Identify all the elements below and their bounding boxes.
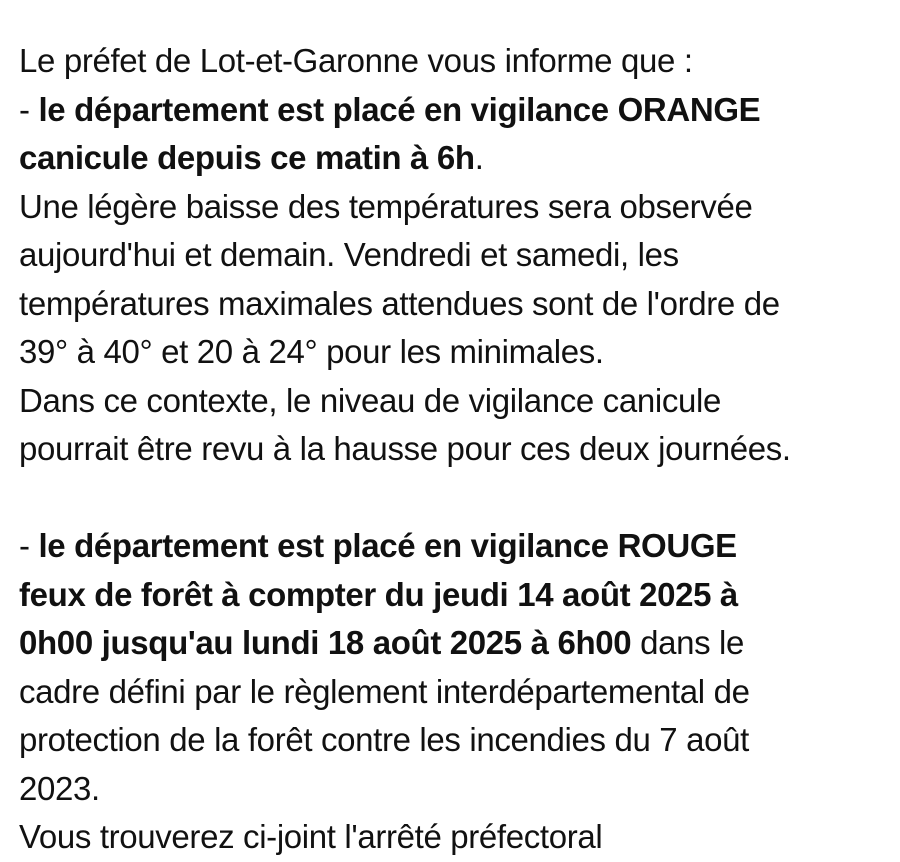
feux-body-line: cadre défini par le règlement interdépartemental de	[19, 672, 750, 710]
canicule-body-line: 39° à 40° et 20 à 24° pour les minimales.	[19, 333, 604, 370]
canicule-body-line: températures maximales attendues sont de l'ordre de	[19, 284, 780, 322]
paragraph-spacer	[19, 474, 889, 523]
announcement-document	[19, 37, 889, 855]
feux-heading-line-3	[19, 619, 889, 668]
feux-body-line: protection de la forêt contre les incendies du 7 août	[19, 721, 749, 758]
canicule-section	[19, 86, 889, 474]
feux-body-line: 2023.	[19, 769, 100, 807]
feux-heading-line-1	[19, 522, 889, 571]
canicule-body-line: Une légère baisse des températures sera observée	[19, 187, 753, 225]
canicule-bold-text-1: le département est placé en vigilance ORANGE	[38, 90, 761, 128]
feux-bold-text-1: le département est placé en vigilance ROUGE	[38, 527, 737, 564]
canicule-heading-line-2	[19, 134, 889, 183]
canicule-body-line: Dans ce contexte, le niveau de vigilance canicule	[19, 381, 721, 419]
feux-after-bold: dans le	[631, 624, 745, 661]
canicule-heading-line-1	[19, 86, 889, 135]
intro-line: Le préfet de Lot-et-Garonne vous informe que :	[19, 42, 693, 79]
feux-heading-line-2	[19, 571, 889, 620]
cut-off-line	[19, 813, 889, 855]
canicule-body-line: pourrait être revu à la hausse pour ces deux journées.	[19, 430, 791, 467]
bullet-dash: -	[19, 90, 39, 128]
feux-bold-text-2: feux de forêt à compter du jeudi 14 août 2025 à	[19, 575, 738, 613]
cut-off-text: Vous trouverez ci-joint l'arrêté préfectoral	[19, 818, 603, 855]
canicule-period: .	[474, 139, 484, 176]
feux-section	[19, 522, 889, 813]
canicule-bold-text-2: canicule depuis ce matin à 6h	[19, 139, 475, 176]
bullet-dash: -	[19, 527, 39, 564]
feux-bold-text-3: 0h00 jusqu'au lundi 18 août 2025 à 6h00	[19, 624, 632, 661]
canicule-body-line: aujourd'hui et demain. Vendredi et samedi, les	[19, 236, 679, 273]
